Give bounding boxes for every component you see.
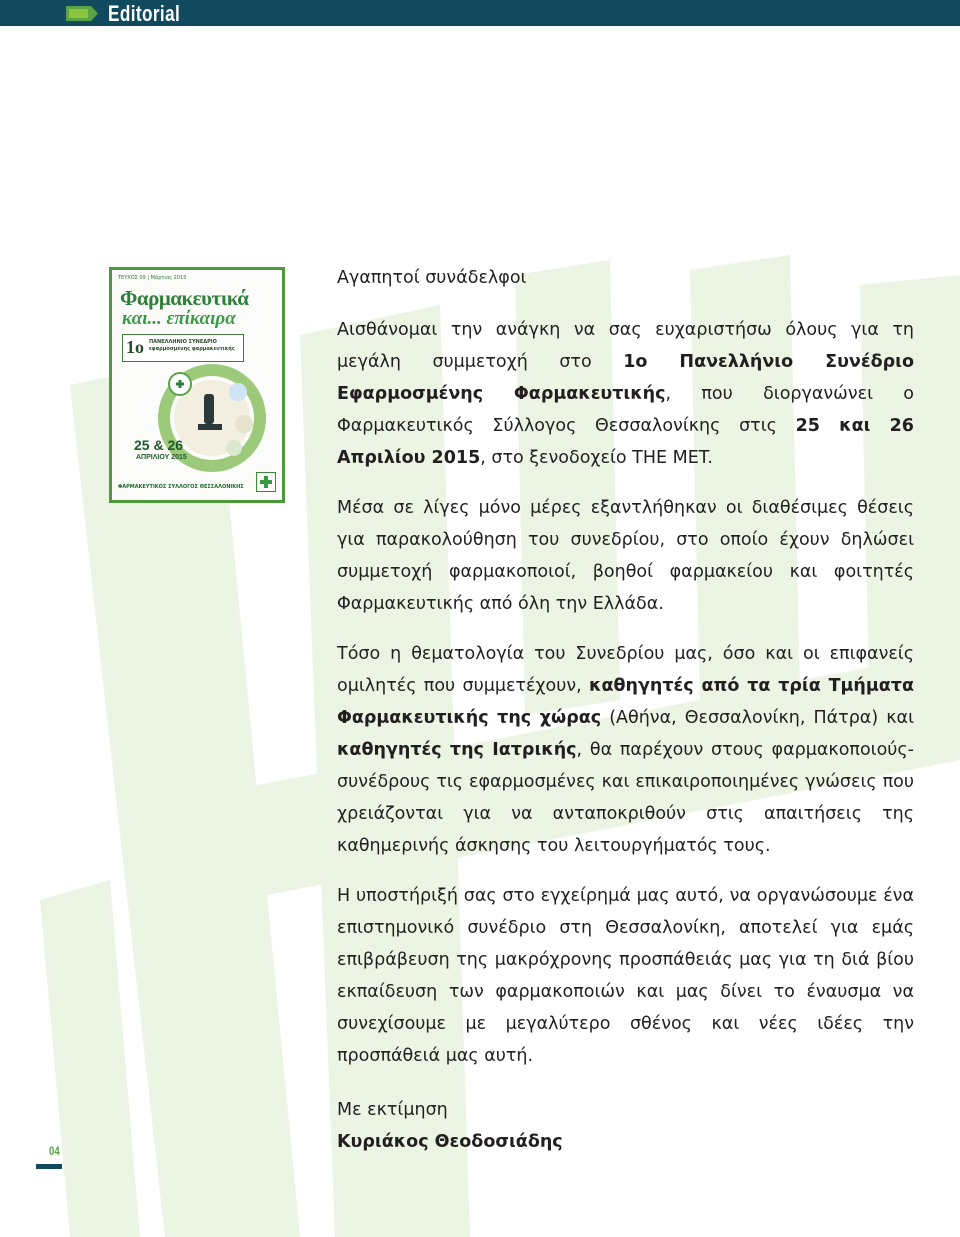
cover-date-month: ΑΠΡΙΛΙΟΥ 2015 <box>136 454 187 461</box>
cover-publisher: ΦΑΡΜΑΚΕΥΤΙΚΟΣ ΣΥΛΛΟΓΟΣ ΘΕΣΣΑΛΟΝΙΚΗΣ <box>118 484 244 490</box>
p3-text-1: Τόσο η θεματολογία του Συνεδρίου μας, όσο και οι επιφανείς ομιλητές που συμμετέχουν, <box>337 644 914 696</box>
cover-band-line2: εφαρμοσμένης φαρμακευτικής <box>149 346 235 352</box>
p1-text-1: Αισθάνομαι την ανάγκη να σας ευχαριστήσω όλους για τη μεγάλη συμμετοχή στο <box>337 320 914 372</box>
p3-text-3: , θα παρέχουν στους φαρμακοποιούς-συνέδρους τις εφαρμοσμένες και επικαιροποιημένες γνώσεις που χρειάζονται για να ανταποκριθούν στις απαιτήσεις της καθημερινής άσκησης του λειτουργήματός τους. <box>337 740 914 856</box>
page-number: 04 <box>49 1144 60 1158</box>
p3-text-2: (Αθήνα, Θεσσαλονίκη, Πάτρα) και <box>601 708 914 728</box>
p1-text-2: , που διοργανώνει ο Φαρμακευτικός Σύλλογος Θεσσαλονίκης στις <box>337 384 915 436</box>
magazine-cover-image <box>109 267 285 503</box>
letter-paragraph-4: Η υποστήριξή σας στο εγχείρημά μας αυτό, να οργανώσουμε ένα επιστημονικό συνέδριο στη Θεσσαλονίκη, αποτελεί για εμάς επιβράβευση της μακρόχρονης προσπάθειάς μας για τη διά βίου εκπαίδευση των φαρμακοποιών και μας δίνει το έναυσμα να συνεχίσουμε με μεγαλύτερο σθένος και νέες ιδέες την προσπάθειά μας αυτή. <box>337 886 914 1066</box>
cover-band-number: 1ο <box>126 337 144 357</box>
section-title: Editorial <box>108 1 181 26</box>
p1-text-3: , στο ξενοδοχείο THE MET. <box>480 448 713 468</box>
letter-greeting: Αγαπητοί συνάδελφοι <box>337 268 527 288</box>
p3-bold-professors: καθηγητές από τα τρία Τμήματα Φαρμακευτικής της χώρας <box>337 676 914 728</box>
cover-band-line1: ΠΑΝΕΛΛΗΝΙΟ ΣΥΝΕΔΡΙΟ <box>149 339 217 345</box>
cover-masthead: ΤΕΥΧΟΣ 09 | Μάρτιος 2015 <box>118 275 187 281</box>
letter-closing: Με εκτίμηση <box>337 1100 448 1120</box>
letter-paragraph-2: Μέσα σε λίγες μόνο μέρες εξαντλήθηκαν οι διαθέσιμες θέσεις για παρακολούθηση του συνεδρίου, στο οποίο έχουν δηλώσει συμμετοχή φαρμακοποιοί, βοηθοί φαρμακείου και φοιτητές Φαρμακευτικής από όλη την Ελλάδα. <box>337 498 914 614</box>
cover-congress-banner <box>122 334 244 362</box>
cover-date: 25 & 26 <box>134 437 184 453</box>
page-number-bar <box>36 1164 62 1169</box>
letter-signature: Κυριάκος Θεοδοσιάδης <box>337 1132 563 1152</box>
editorial-letter <box>337 262 914 1158</box>
pharmacy-cross-icon <box>256 472 276 492</box>
p1-bold-congress: 1ο Πανελλήνιο Συνέδριο Εφαρμοσμένης Φαρμακευτικής <box>337 352 914 404</box>
letter-paragraph-3 <box>337 638 914 862</box>
letter-paragraph-1 <box>337 314 914 474</box>
cover-subtitle: και... επίκαιρα <box>122 308 236 329</box>
p3-bold-medicine: καθηγητές της Ιατρικής <box>337 740 577 760</box>
cover-title: Φαρμακευτικά <box>120 286 249 310</box>
p1-bold-dates: 25 και 26 Απριλίου 2015 <box>337 416 914 468</box>
